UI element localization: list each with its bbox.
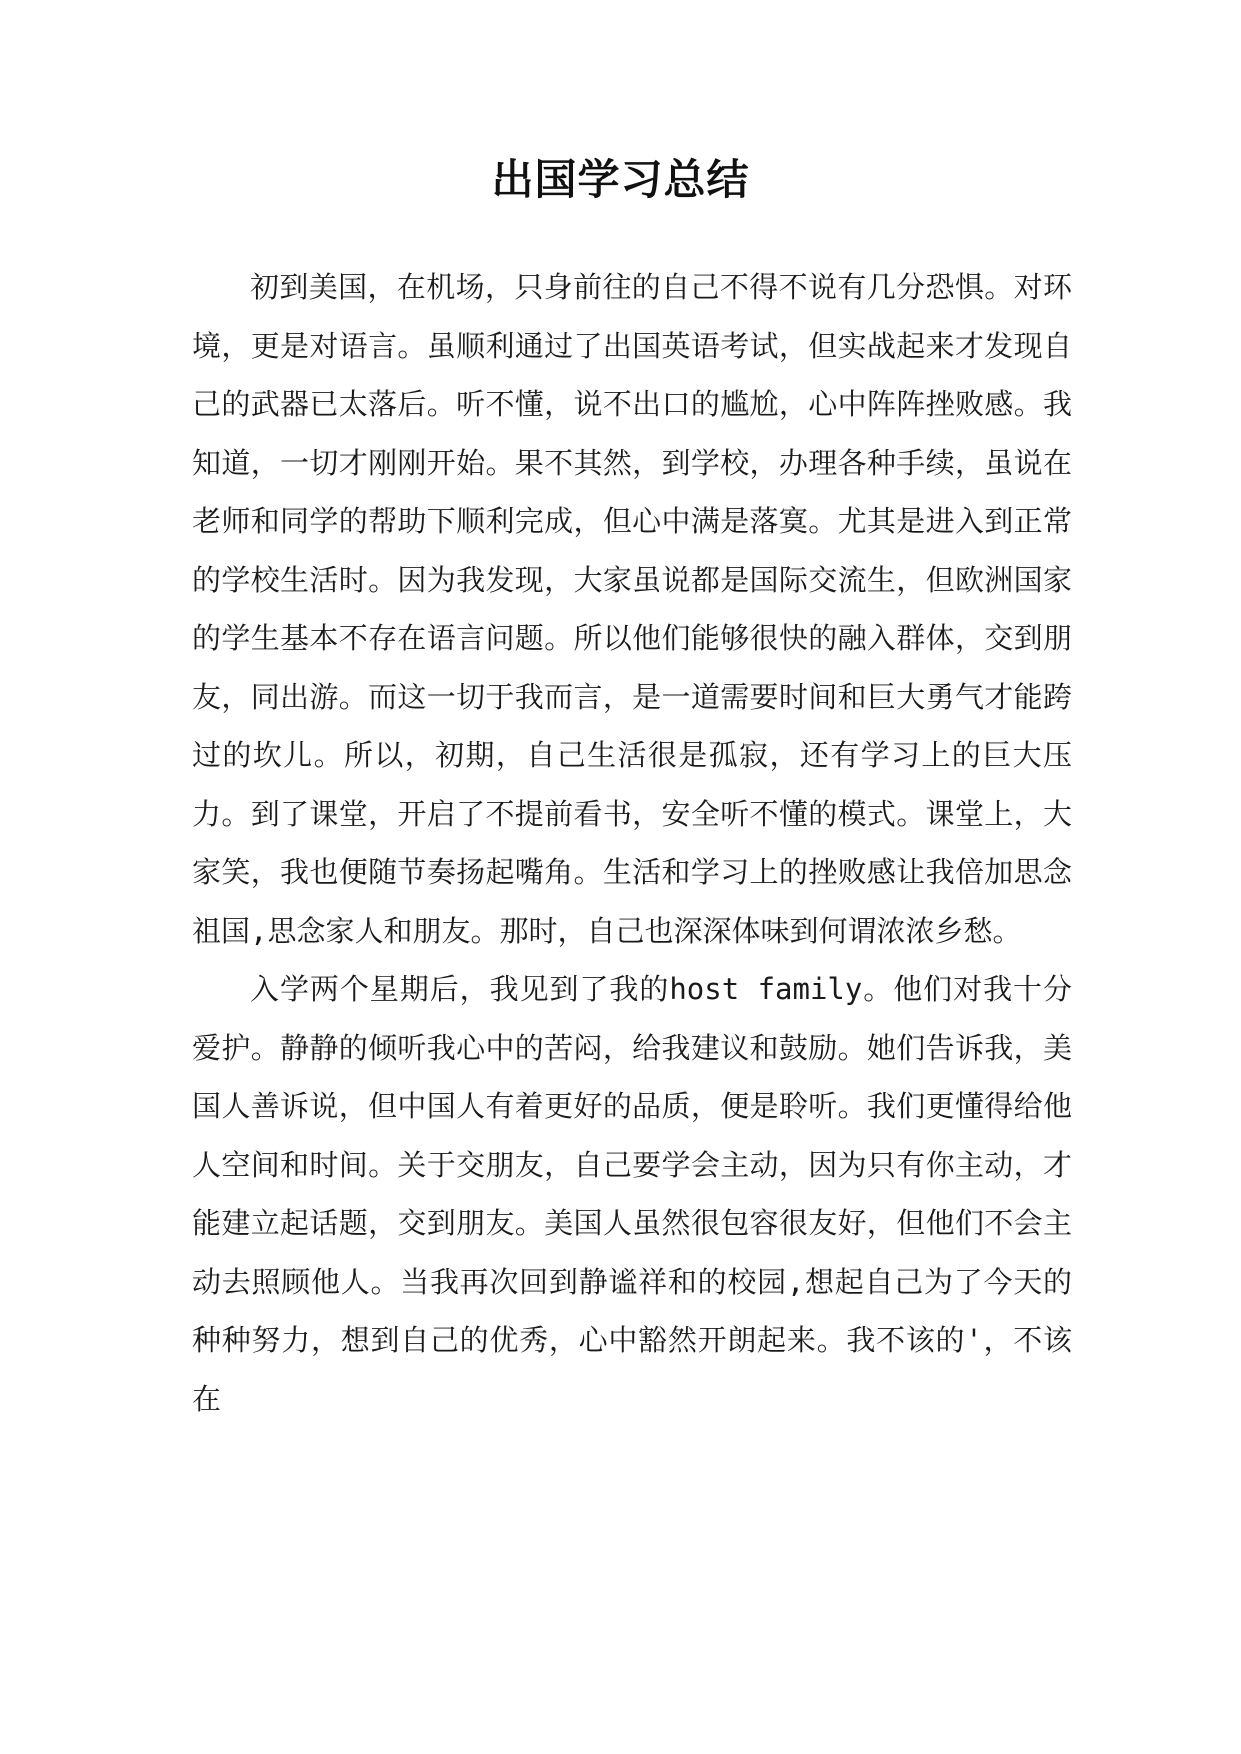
- document-title: 出国学习总结: [491, 155, 750, 204]
- document-body: [192, 258, 1072, 1428]
- paragraph-2: 入学两个星期后，我见到了我的host family。他们对我十分爱护。静静的倾听我心中的苦闷，给我建议和鼓励。她们告诉我，美国人善诉说，但中国人有着更好的品质，便是聆听。我们更懂得给他人空间和时间。关于交朋友，自己要学会主动，因为只有你主动，才能建立起话题，交到朋友。美国人虽然很包容很友好，但他们不会主动去照顾他人。当我再次回到静谧祥和的校园,想起自己为了今天的种种努力，想到自己的优秀，心中豁然开朗起来。我不该的'，不该在: [192, 972, 1072, 1416]
- paragraph-1: 初到美国，在机场，只身前往的自己不得不说有几分恐惧。对环境，更是对语言。虽顺利通过了出国英语考试，但实战起来才发现自己的武器已太落后。听不懂，说不出口的尴尬，心中阵阵挫败感。我知道，一切才刚刚开始。果不其然，到学校，办理各种手续，虽说在老师和同学的帮助下顺利完成，但心中满是落寞。尤其是进入到正常的学校生活时。因为我发现，大家虽说都是国际交流生，但欧洲国家的学生基本不存在语言问题。所以他们能够很快的融入群体，交到朋友，同出游。而这一切于我而言，是一道需要时间和巨大勇气才能跨过的坎儿。所以，初期，自己生活很是孤寂，还有学习上的巨大压力。到了课堂，开启了不提前看书，安全听不懂的模式。课堂上，大家笑，我也便随节奏扬起嘴角。生活和学习上的挫败感让我倍加思念祖国,思念家人和朋友。那时，自己也深深体味到何谓浓浓乡愁。: [192, 270, 1072, 948]
